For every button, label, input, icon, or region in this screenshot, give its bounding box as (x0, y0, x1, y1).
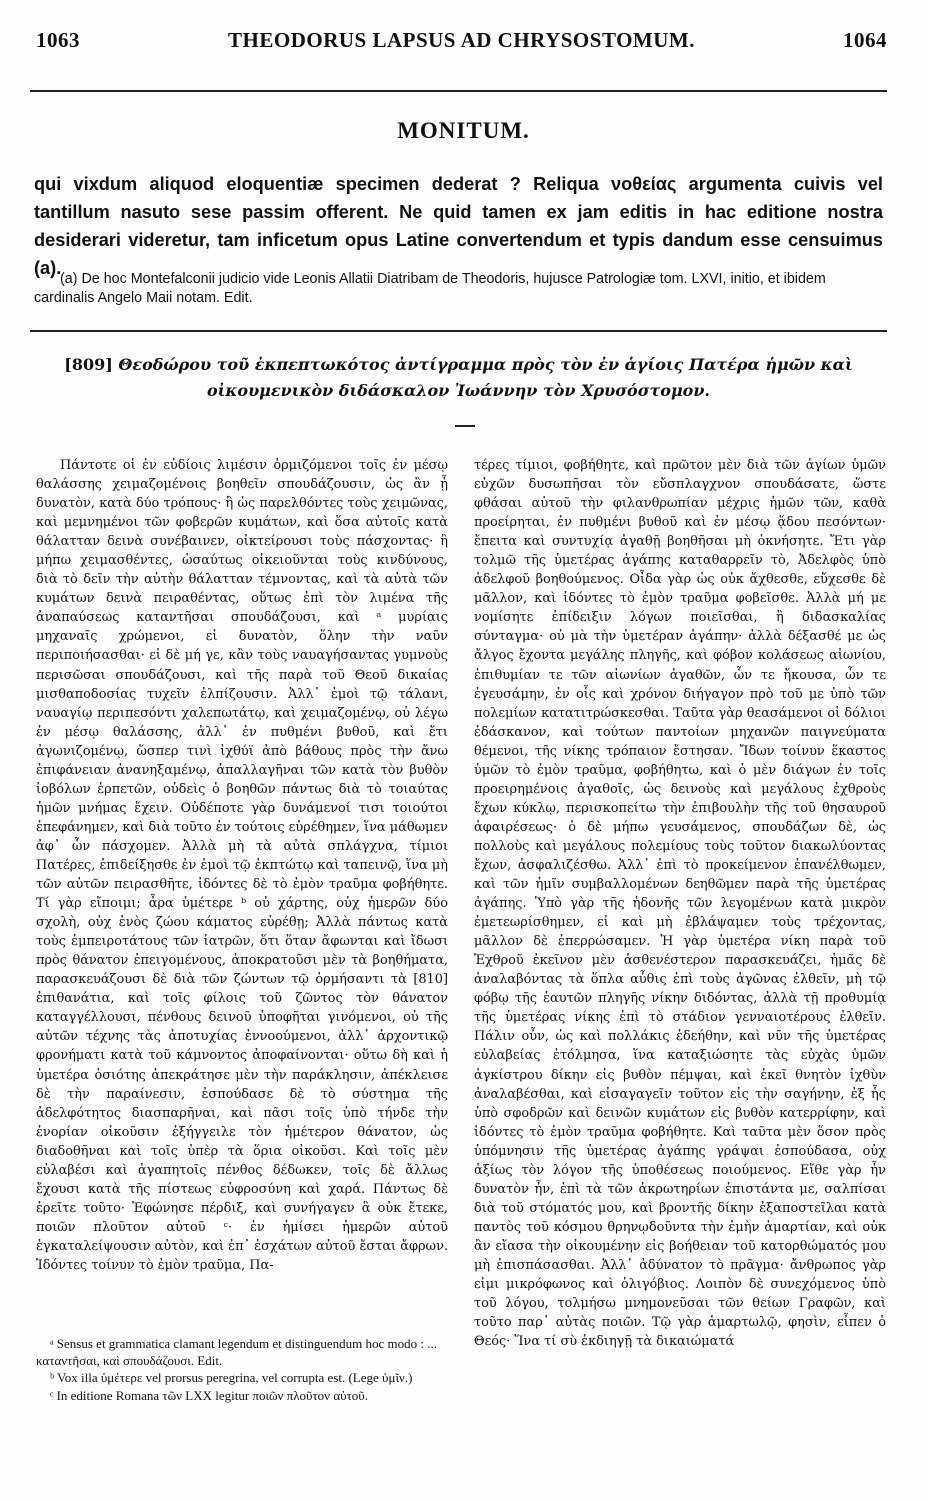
left-column-text: Πάντοτε οἱ ἐν εὐδίοις λιμέσιν ὁρμιζόμενοι τοῖς ἐν μέσῳ θαλάσσης χειμαζομένοις βοηθεῖν σπουδάζουσιν, ὡς ἂν ᾖ δυνατὸν, κατὰ δύο τρόπους· ἢ ὡς παρελθόντες τοὺς χειμῶνας, καὶ μεμνημένοι τῶν φοβερῶν κυμάτων, καὶ ὅσα αὐτοῖς κατὰ θάλατταν δεινὰ συνέβαινεν, οἰκτείρουσι τοὺς πάσχοντας· ἢ μήπω χειμασθέντες, ὡσαύτως οἰκειοῦνται τοὺς κινδύνους, διὰ τὸ δεῖν τὴν αὐτὴν θάλατταν τέμνοντας, καὶ τὰ αὐτὰ τῶν κυμάτων δεινὰ πειραθέντας, οὕτως ἐπὶ τὸν λιμένα τῆς ἀναπαύσεως καταντῆσαι σπουδάζουσι, καὶ ᵃ μυρίαις μηχαναῖς χρώμενοι, εἰ δυνατὸν, ὅλην τὴν ναῦν περιποιήσασθαι· εἰ δὲ μή γε, κἂν τοὺς ναυαγήσαντας γυμνοὺς περισῶσαι σπουδάζουσι, καὶ τῆς παρὰ τοῦ Θεοῦ δικαίας μισθαποδοσίας τυχεῖν ἐλπίζουσιν. Ἀλλ᾽ ἐμοὶ τῷ τάλανι, ναυαγίῳ περιπεσόντι χαλεπωτάτῳ, καὶ χειμαζομένῳ, οὐ λέγω ἐν μέσῳ θαλάσσης, ἀλλ᾽ ἐν πυθμένι βυθοῦ, καὶ ἔτι ἀγωνιζομένῳ, ὥσπερ τινὶ ἰχθύϊ ἀπὸ βάθους πρὸς τὴν ἄνω ἐπιφάνειαν ἀνανηξαμένῳ, ἀπαλλαγῆναι τῶν κατὰ τὸν βυθὸν ἰοβόλων ἑρπετῶν, οὐδεὶς ὁ βοηθῶν πάντως διὰ τὸ τοιαύτας ἡμῶν μνήμας ἔχειν. Οὐδέποτε γὰρ δυνάμενοί τισι τοιούτοι ἐπεφάνημεν, καὶ διὰ τοῦτο ἐν τούτοις εὑρέθημεν, ἵνα μάθωμεν ἀφ᾽ ὧν πάσχομεν. Ἀλλὰ μὴ τὰ αὐτὰ σπλάγχνα, τίμιοι Πατέρες, ἐπιδείξησθε ἐν ἐμοὶ τῷ ἐκπτώτῳ καὶ ταπεινῷ, ἵνα μὴ τῶν αὐτῶν πειρασθῆτε, ἰδόντες δὲ τὸ ἐμὸν τραῦμα φοβήθητε. Τί γὰρ εἴποιμι; ἆρα ὑμέτερε ᵇ οὐ χάρτης, οὐχ ἡμερῶν δύο σχολὴ, οὐχ ἑνὸς ζώου κάματος εὑρέθῃ; Ἀλλὰ πάντως κατὰ τοὺς ἐμπειροτάτους τῶν ἰατρῶν, ὅτι ὅταν ἄφωνται καὶ ἴδωσι πρὸς θάνατον ἐπειγομένους, ἀποκρατοῦσι μὲν τὰ βοηθήματα, παρασκευάζουσι δὲ διὰ τῶν ζώντων τῷ ὁρμήσαντι τὰ [810] ἐπιθανάτια, καὶ τοῖς φίλοις τοῦ ζῶντος τὸν θάνατον καταγγέλλουσι, πένθους δεινοῦ ὑποφῆται γινόμενοι, οὐ τῆς αὐτῶν τέχνης τὰς ἀποτυχίας ἐννοούμενοι, ἀλλ᾽ ἀρχοντικῷ φρονήματι κατὰ τοῦ κάμνοντος ἀποφαίνονται· οὕτω δὴ καὶ ἡ ὑμετέρα ὁσιότης ἀπεκράτησε μὲν τὴν παράκλησιν, ἀπέκλεισε δὲ τὴν παραίνεσιν, ἐσπούδασε δὲ τὸ σύστημα τῆς ἀδελφότητος διασπαρῆναι, καὶ πᾶσι τοῖς ὑπὸ τήνδε τὴν ἐνορίαν οἰκοῦσιν ἐξήγγειλε τὸν ἡμέτερον θάνατον, ὡς διαδοθῆναι καὶ τοῖς ὑπὲρ τὰ ὅρια οἰκοῦσι. Καὶ τοῖς μὲν εὐλαβέσι καὶ ἀγαπητοῖς πένθος δέδωκεν, τοῖς δὲ ἄλλως ἔχουσι κατὰ τῆς πίστεως εὐφροσύνη καὶ χαρά. Πάντως δὲ ἐρεῖτε τοῦτο· Ἐφώνησε πέρδιξ, καὶ συνήγαγεν ἃ οὐκ ἔτεκε, ποιῶν πλοῦτον αὐτοῦ ᶜ· ἐν ἡμίσει ἡμερῶν αὐτοῦ ἐγκαταλείψουσιν αὐτὸν, καὶ ἐπ᾽ ἐσχάτων αὐτοῦ ἔσται ἄφρων. Ἰδόντες τοίνυν τὸ ἐμὸν τραῦμα, Πα- (36, 458, 448, 1273)
monitum-heading: MONITUM. (397, 118, 530, 143)
right-column-number: 1064 (842, 28, 887, 52)
footnotes (36, 1336, 448, 1405)
monitum-note (34, 270, 883, 308)
section-rule (30, 330, 887, 332)
title-dash (455, 425, 475, 427)
right-column (474, 456, 886, 1406)
left-column (36, 456, 448, 1406)
right-column-text: τέρες τίμιοι, φοβήθητε, καὶ πρῶτον μὲν διὰ τῶν ἁγίων ὑμῶν εὐχῶν δυσωπῆσαι τὸν εὔσπλαγχνον σπουδάσατε, ὥστε φθάσαι αὐτοῦ τὴν φιλανθρωπίαν μέχρις ἡμῶν τῶν, καθὰ προείρηται, ἐν πυθμένι βυθοῦ καὶ ἐν μέσῳ ᾅδου πεσόντων· ἔπειτα καὶ συντυχίᾳ ἀγαθῇ βοηθῆσαι μὴ ὀκνήσητε. Ἔτι γὰρ τολμῶ τῆς ὑμετέρας ἀγάπης καταθαρρεῖν τὸ, Ἀδελφὸς ὑπὸ ἀδελφοῦ βοηθούμενος. Οἶδα γὰρ ὡς οὐκ ἄχθεσθε, εὔχεσθε δὲ μᾶλλον, καὶ ἰδόντες τὸ ἐμὸν τραῦμα φοβεῖσθε. Ἀλλὰ μή με νομίσητε ἐπίδειξιν λόγων ποιεῖσθαι, ἢ διδασκαλίας σύνταγμα· οὐ μὰ τὴν ὑμετέραν ἀγάπην· ἀλλὰ δέξασθέ με ὡς ἄλγος ἔχοντα μεγάλης πληγῆς, καὶ φόβον κολάσεως αἰωνίου, ἐπιθυμίαν τε τῶν αἰωνίων ἀγαθῶν, ὧν τε ἤκουσα, ὧν τε ἐγευσάμην, ἐν οἷς καὶ χρόνον διήγαγον πρὸ τοῦ με ὑπὸ τῶν πολεμίων κατατιτρώσκεσθαι. Ταῦτα γὰρ θεασάμενοι οἱ δόλιοι ἐδάσκανον, καὶ τούτων παντοίων μηχανῶν παιγνεύματα θέμενοι, τῆς νίκης τρόπαιον ἔστησαν. Ἴδων τοίνυν ἕκαστος ὑμῶν τὸ ἐμὸν τραῦμα, φοβήθητω, καὶ ὁ μὲν διάγων ἐν τοῖς προειρημένοις ἀγαθοῖς, ὡς δεινοὺς καὶ μεγάλους ἐχθροὺς ἔχων κύκλῳ, περισκοπείτω τὴν ἐπιβουλὴν τῆς τοῦ θησαυροῦ ἀφαιρέσεως· ὁ δὲ μήπω γευσάμενος, σπουδάζων δὲ, ὡς πολλοὺς καὶ μεγάλους πολεμίους τοὺς τοῦτον διακωλύοντας ἔχων, ἀσφαλιζέσθω. Ἀλλ᾽ ἐπὶ τὸ προκείμενον ἐπανέλθωμεν, καὶ τῶν ἡμῖν συμβαλλομένων δεηθῶμεν παρὰ τῆς ὑμετέρας ἀγάπης. Ὑπὸ γὰρ τῆς ἡδονῆς τῶν λεγομένων κατὰ μικρὸν ἐμετεωρίσθημεν, εἰ καὶ μὴ ἐβλάψαμεν τοὺς τρέχοντας, μᾶλλον δὲ ἐπερρώσαμεν. Ἡ γὰρ ὑμετέρα νίκη παρὰ τοῦ Ἐχθροῦ ἐκεῖνον μὲν ἀσθενέστερον παρασκευάζει, ἡμᾶς δὲ ἀναλαβόντας τὰ ὅπλα αὖθις ἐπὶ τοὺς ἀγῶνας ἐλθεῖν, μὴ τῷ φόβῳ τῆς ἑαυτῶν πληγῆς νίκην διδόντας, ἀλλὰ τῇ προθυμίᾳ τῆς ὑμετέρας νίκης ἐπὶ τὸ στάδιον γενναιοτέρους ἐλθεῖν. Πάλιν οὖν, ὡς καὶ πολλάκις ἐδεήθην, καὶ νῦν τῆς ὑμετέρας εὐλαβείας ἐτόλμησα, ἵνα καταξιώσητε τὰς εὐχὰς ὑμῶν ἀγκίστρου δίκην εἰς βυθὸν πέμψαι, καὶ ἐκεῖ θνητὸν ἰχθὺν ἀναλαβέσθαι, καὶ εἰσαγαγεῖν τοῦτον εἰς τὴν σαγήνην, ἐξ ἧς ὑπὸ σφοδρῶν καὶ δεινῶν κυμάτων εἰς βυθὸν κατερρίφην, καὶ ἰδόντες τὸ ἐμὸν τραῦμα φοβήθητε. Καὶ ταῦτα μὲν ὅσον πρὸς ὑπόμνησιν τῆς ὑμετέρας ἀγάπης γράψαι ἐσπούδασα, οὐχ ἀξίως τὸν λόγον τῆς ὑποθέσεως ποιούμενος. Εἴθε γὰρ ἦν δυνατὸν ἦν, ἐπὶ τὰ τῶν ἀκρωτηρίων ἐπιστάντα με, σαλπίσαι διὰ τοῦ στόματός μου, καὶ βροντῆς δίκην ἐξαποστεῖλαι κατὰ παντὸς τοῦ κόσμου θρηνῳδοῦντα τὴν ἐμὴν ἁμαρτίαν, καὶ οὐκ ἂν εἴασα τὴν οἰκουμένην εἰς βοήθειαν τοῦ κατορθώματός μου μὴ ἐπισπάσασθαι. Ἀλλ᾽ ἀδύνατον τὸ πρᾶγμα· ἄνθρωπος γὰρ εἰμι μικρόφωνος καὶ ὀλιγόβιος. Λοιπὸν δὲ συνεχόμενος ὑπὸ τοῦ λόγου, τολμήσω μνημονεῦσαι τῶν θείων Γραφῶν, καὶ τοῦτο παρ᾽ αὐτὰς ποιῶν. Τῷ γὰρ ἁμαρτωλῷ, φησὶν, εἶπεν ὁ Θεός· Ἵνα τί σὺ ἐκδιηγῇ τὰ δικαιώματά (474, 458, 886, 1350)
header-rule (30, 90, 887, 92)
monitum-text (34, 170, 883, 282)
monitum-note-text: (a) De hoc Montefalconii judicio vide Leonis Allatii Diatribam de Theodoris, hujusce Patrologiæ tom. LXVI, initio, et ibidem cardinalis Angelo Maii notam. Edit. (34, 271, 826, 306)
footnote-b: ᵇ Vox illa ὑμέτερε vel prorsus peregrina, vel corrupta est. (Lege ὑμῖν.) (50, 1370, 413, 1385)
greek-title-number: [809] (64, 355, 113, 374)
footnote-c: ᶜ In editione Romana τῶν LXX legitur ποιῶν πλοῦτον αὐτοῦ. (50, 1387, 368, 1403)
footnote-a: ᵃ Sensus et grammatica clamant legendum et distinguendum hoc modo : ... καταντῆσαι, καὶ σπουδάζουσι. Edit. (36, 1336, 437, 1368)
greek-title (30, 352, 887, 404)
monitum-paragraph: qui vixdum aliquod eloquentiæ specimen dederat ? Reliqua νοθείας argumenta cuivis vel tantillum nasuto sese passim offerent. Ne quid tamen ex jam editis in hac editione nostra desiderari videretur, tam inficetum opus Latine convertendum et typis dandum esse censuimus (a). (34, 174, 883, 278)
greek-title-text: Θεοδώρου τοῦ ἐκπεπτωκότος ἀντίγραμμα πρὸς τὸν ἐν ἁγίοις Πατέρα ἡμῶν καὶ οἰκουμενικὸν διδάσκαλον Ἰωάννην τὸν Χρυσόστομον. (118, 355, 853, 400)
running-title: THEODORUS LAPSUS AD CHRYSOSTOMUM. (228, 28, 695, 52)
left-column-number: 1063 (36, 28, 80, 52)
page-header (36, 28, 887, 62)
